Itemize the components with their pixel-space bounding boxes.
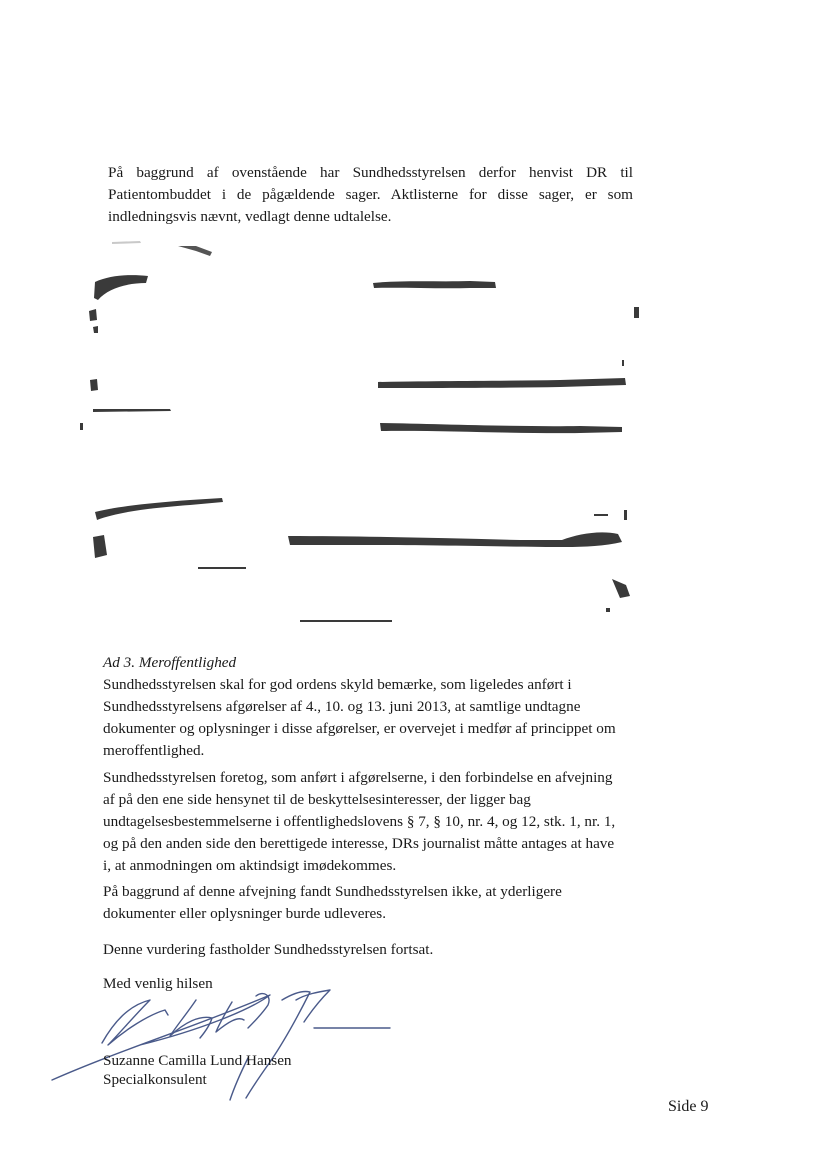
paragraph-fastholder: Denne vurdering fastholder Sundhedsstyrelsen fortsat. bbox=[103, 941, 434, 958]
closing-greeting: Med venlig hilsen bbox=[103, 975, 213, 992]
intro-paragraph: På baggrund af ovenstående har Sundhedsstyrelsen derfor henvist DR til Patientombuddet i de pågældende sager. Aktlisterne for disse sager, er som indledningsvis nævnt, vedlagt denne udtalelse. bbox=[108, 164, 633, 225]
section-heading: Ad 3. Meroffentlighed bbox=[103, 654, 237, 671]
signer-name: Suzanne Camilla Lund Hansen bbox=[103, 1052, 292, 1069]
signer-title: Specialkonsulent bbox=[103, 1071, 207, 1088]
page-number: Side 9 bbox=[668, 1098, 709, 1115]
paragraph-afvejning: Sundhedsstyrelsen foretog, som anført i afgørelserne, i den forbindelse en afvejning af på den ene side hensynet til de beskyttelsesinteresser, der ligger bag undtagelsesbestemmelserne i offentlighedslovens § 7, § 10, nr. 4, og 12, stk. 1, nr. 1, og på den anden side den berettigede interesse, DRs journalist måtte antages at have i, at anmodningen om aktindsigt imødekommes. bbox=[103, 769, 616, 874]
paragraph-konklusion: På baggrund af denne afvejning fandt Sundhedsstyrelsen ikke, at yderligere dokumenter eller oplysninger burde udleveres. bbox=[103, 883, 562, 922]
paragraph-meroffentlighed: Sundhedsstyrelsen skal for god ordens skyld bemærke, som ligeledes anført i Sundhedsstyrelsens afgørelser af 4., 10. og 13. juni 2013, at samtlige undtagne dokumenter og oplysninger i disse afgørelser, er overvejet i medfør af princippet om meroffentlighed. bbox=[103, 676, 616, 759]
